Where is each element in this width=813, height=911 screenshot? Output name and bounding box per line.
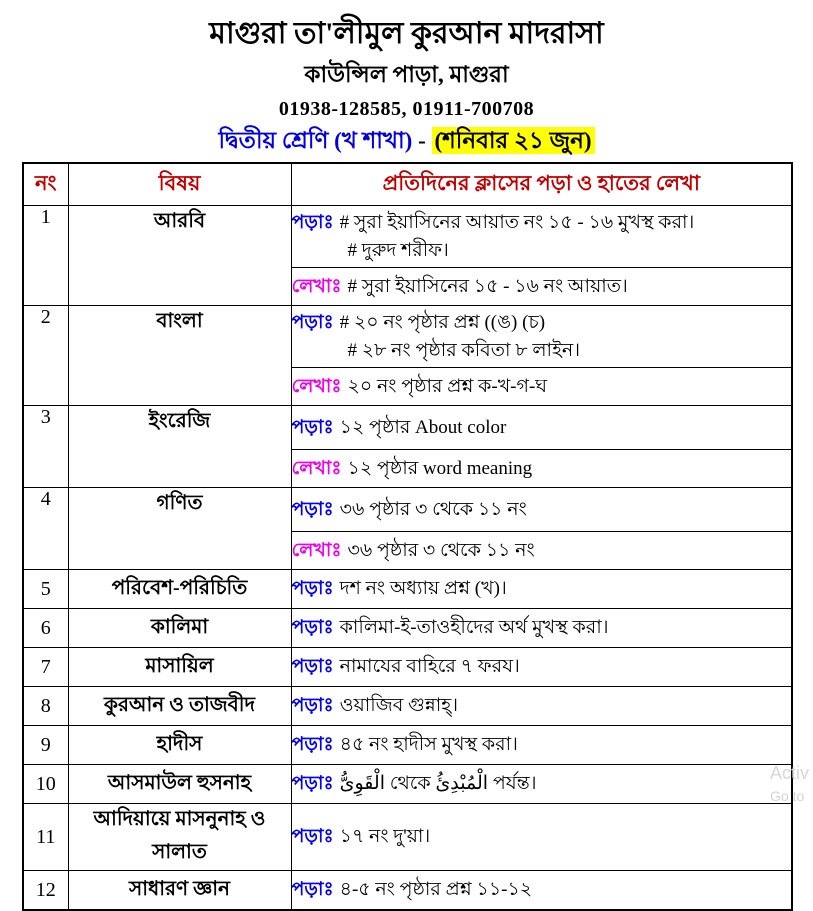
row-number-cell: 10 xyxy=(23,765,68,804)
pora-cell: পড়াঃ # ২০ নং পৃষ্ঠার প্রশ্ন ((ঙ) (চ) # ২৮ নং পৃষ্ঠার কবিতা ৮ লাইন। xyxy=(291,306,792,368)
separator-dash: - xyxy=(412,128,432,153)
pora-cell: পড়াঃ নামাযের বাহিরে ৭ ফরয। xyxy=(291,648,792,687)
pora-continuation-line: # দুরুদ শরীফ। xyxy=(347,239,449,261)
pora-cell: পড়াঃ দশ নং অধ্যায় প্রশ্ন (খ)। xyxy=(291,570,792,609)
pora-label: পড়াঃ xyxy=(291,617,334,638)
table-row xyxy=(23,648,792,687)
row-number-cell: 2 xyxy=(23,306,68,406)
lekha-cell: লেখাঃ ১২ পৃষ্ঠার word meaning xyxy=(291,450,792,488)
row-number-cell: 4 xyxy=(23,488,68,570)
subject-cell: আদিয়ায়ে মাসনুনাহ ও সালাত xyxy=(68,804,291,871)
subject-cell: কুরআন ও তাজবীদ xyxy=(68,687,291,726)
pora-label: পড়াঃ xyxy=(291,498,334,520)
pora-label: পড়াঃ xyxy=(291,656,334,677)
table-row xyxy=(23,206,792,268)
pora-label: পড়াঃ xyxy=(291,311,334,333)
subject-cell: ইংরেজি xyxy=(68,406,291,488)
pora-cell: পড়াঃ # সুরা ইয়াসিনের আয়াত নং ১৫ - ১৬ মুখস্থ করা। # দুরুদ শরীফ। xyxy=(291,206,792,268)
sheet-header xyxy=(0,0,813,156)
row-number-cell: 1 xyxy=(23,206,68,306)
pora-label: পড়াঃ xyxy=(291,734,334,755)
row-number-cell: 11 xyxy=(23,804,68,871)
subject-cell: কালিমা xyxy=(68,609,291,648)
row-number-cell: 3 xyxy=(23,406,68,488)
school-address: কাউন্সিল পাড়া, মাগুরা xyxy=(304,62,509,87)
subject-cell: আরবি xyxy=(68,206,291,306)
lekha-label: লেখাঃ xyxy=(291,457,342,479)
pora-cell: পড়াঃ ১৭ নং দু'য়া। xyxy=(291,804,792,871)
subject-cell: গণিত xyxy=(68,488,291,570)
column-header-no: নং xyxy=(23,163,68,206)
class-date-line xyxy=(0,126,813,156)
pora-cell: পড়াঃ ৪৫ নং হাদীস মুখস্থ করা। xyxy=(291,726,792,765)
pora-cell: পড়াঃ ওয়াজিব গুন্নাহ্। xyxy=(291,687,792,726)
lekha-cell: লেখাঃ # সুরা ইয়াসিনের ১৫ - ১৬ নং আয়াত। xyxy=(291,268,792,306)
row-number-cell: 5 xyxy=(23,570,68,609)
table-row xyxy=(23,488,792,532)
pora-cell: পড়াঃ কালিমা-ই-তাওহীদের অর্থ মুখস্থ করা। xyxy=(291,609,792,648)
lekha-cell: লেখাঃ ২০ নং পৃষ্ঠার প্রশ্ন ক-খ-গ-ঘ xyxy=(291,368,792,406)
class-section-label: দ্বিতীয় শ্রেণি (খ শাখা) xyxy=(218,128,413,153)
pora-label: পড়াঃ xyxy=(291,826,334,847)
school-name: মাগুরা তা'লীমুল কুরআন মাদরাসা xyxy=(209,17,604,50)
pora-cell: পড়াঃ ৩৬ পৃষ্ঠার ৩ থেকে ১১ নং xyxy=(291,488,792,532)
table-row xyxy=(23,406,792,450)
subject-cell: হাদীস xyxy=(68,726,291,765)
table-row xyxy=(23,765,792,804)
pora-label: পড়াঃ xyxy=(291,211,334,233)
pora-label: পড়াঃ xyxy=(291,578,334,599)
pora-label: পড়াঃ xyxy=(291,773,334,794)
table-row xyxy=(23,804,792,871)
pora-continuation-line: # ২৮ নং পৃষ্ঠার কবিতা ৮ লাইন। xyxy=(347,339,581,361)
header-row xyxy=(23,163,792,206)
lesson-table xyxy=(22,162,793,911)
pora-cell: পড়াঃ الْقَوِىُّ থেকে الْمُبْدِئُ পর্যন্ত। xyxy=(291,765,792,804)
table-row xyxy=(23,609,792,648)
lekha-label: লেখাঃ xyxy=(291,275,342,297)
row-number-cell: 12 xyxy=(23,871,68,911)
subject-cell: মাসায়িল xyxy=(68,648,291,687)
row-number-cell: 6 xyxy=(23,609,68,648)
subject-cell: বাংলা xyxy=(68,306,291,406)
table-row xyxy=(23,570,792,609)
table-row xyxy=(23,726,792,765)
pora-label: পড়াঃ xyxy=(291,416,334,438)
row-number-cell: 8 xyxy=(23,687,68,726)
column-header-lesson: প্রতিদিনের ক্লাসের পড়া ও হাতের লেখা xyxy=(291,163,792,206)
row-number-cell: 9 xyxy=(23,726,68,765)
subject-cell: পরিবেশ-পরিচিতি xyxy=(68,570,291,609)
lesson-table-body xyxy=(23,206,792,911)
row-number-cell: 7 xyxy=(23,648,68,687)
table-row xyxy=(23,871,792,911)
subject-cell: সাধারণ জ্ঞান xyxy=(68,871,291,911)
column-header-subject: বিষয় xyxy=(68,163,291,206)
pora-label: পড়াঃ xyxy=(291,879,334,900)
table-row xyxy=(23,687,792,726)
pora-label: পড়াঃ xyxy=(291,695,334,716)
watermark-line-2: Go to xyxy=(770,788,805,804)
lesson-table-head xyxy=(23,163,792,206)
subject-cell: আসমাউল হুসনাহ xyxy=(68,765,291,804)
pora-cell: পড়াঃ ১২ পৃষ্ঠার About color xyxy=(291,406,792,450)
watermark-line-1: Activ xyxy=(770,763,810,783)
lekha-cell: লেখাঃ ৩৬ পৃষ্ঠার ৩ থেকে ১১ নং xyxy=(291,532,792,570)
date-highlight: (শনিবার ২১ জুন) xyxy=(432,127,595,154)
lekha-label: লেখাঃ xyxy=(291,539,342,561)
pora-cell: পড়াঃ ৪-৫ নং পৃষ্ঠার প্রশ্ন ১১-১২ xyxy=(291,871,792,911)
table-row xyxy=(23,306,792,368)
lekha-label: লেখাঃ xyxy=(291,375,342,397)
phone-numbers: 01938-128585, 01911-700708 xyxy=(278,98,535,120)
